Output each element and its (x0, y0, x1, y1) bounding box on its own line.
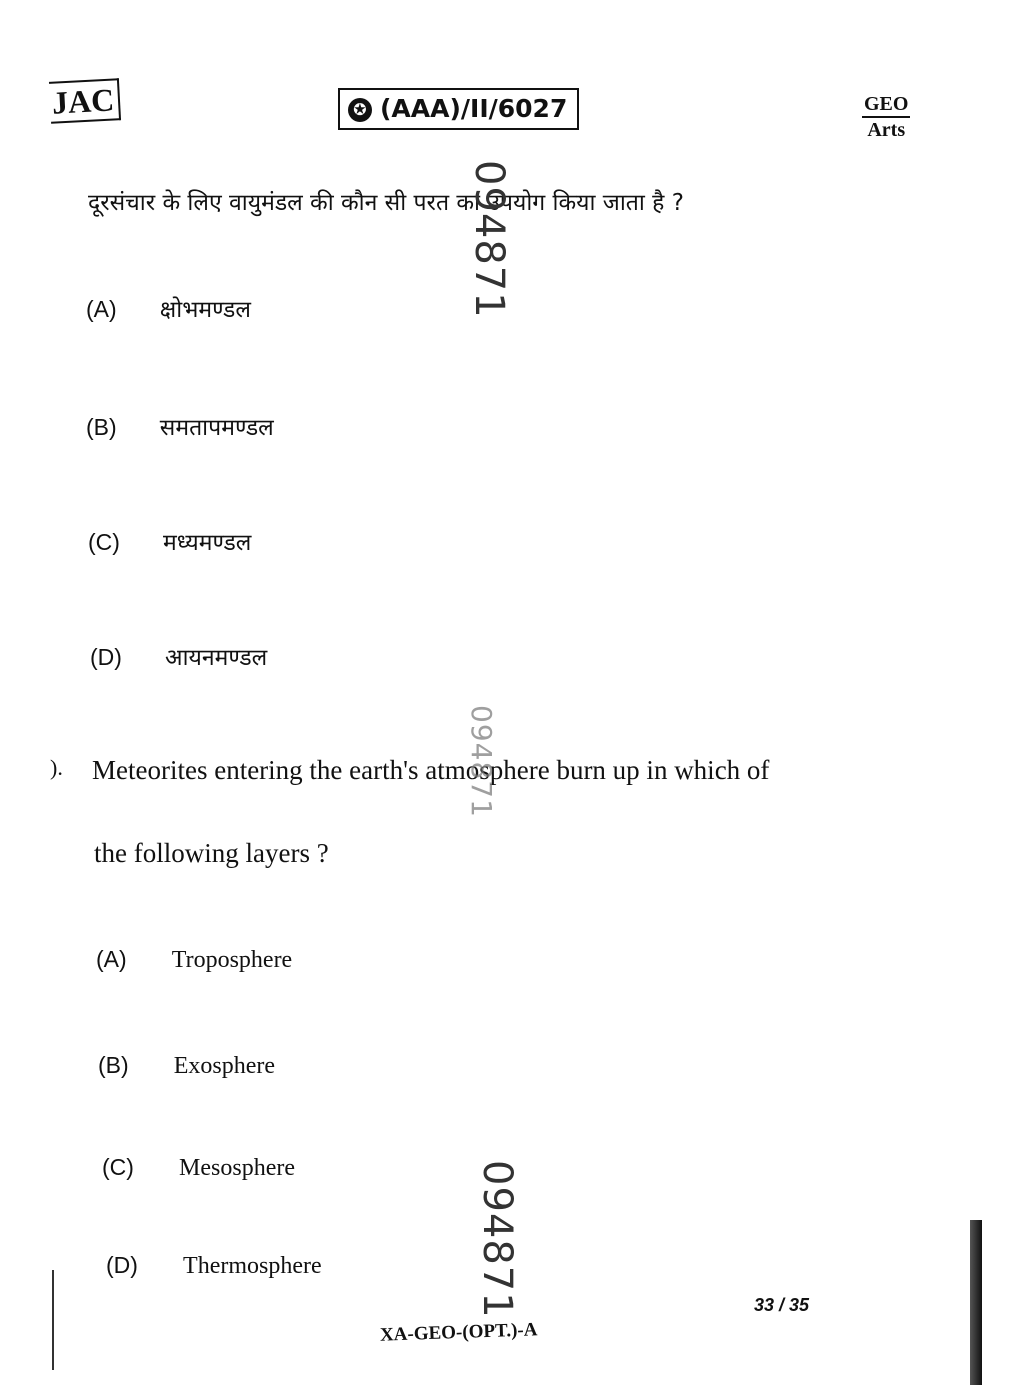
hindi-option-c (88, 525, 251, 557)
scan-edge-left (52, 1270, 54, 1370)
option-text: क्षोभमण्डल (159, 297, 251, 323)
english-option-d (106, 1252, 322, 1280)
scan-edge-right (970, 1220, 982, 1385)
hindi-option-a (86, 292, 251, 324)
option-text: Troposphere (171, 947, 293, 973)
question-english-line1: Meteorites entering the earth's atmosphere burn up in which of (92, 755, 770, 785)
question-hindi-text: दूरसंचार के लिए वायुमंडल की कौन सी परत का उपयोग किया जाता है ? (88, 190, 684, 216)
option-label: (B) (98, 1052, 129, 1078)
english-option-b (98, 1052, 275, 1080)
english-option-c (102, 1154, 295, 1182)
star-icon: ✪ (348, 98, 372, 122)
option-label: (C) (88, 529, 120, 555)
option-label: (D) (90, 644, 122, 670)
question-english-line2: the following layers ? (94, 838, 329, 868)
serial-stamp-middle: 094871 (465, 705, 498, 818)
option-text: Mesosphere (179, 1155, 295, 1181)
board-code: JAC (49, 78, 121, 124)
option-label: (B) (86, 414, 117, 440)
option-label: (D) (106, 1252, 138, 1278)
footer-paper-code: XA-GEO-(OPT.)-A (379, 1319, 538, 1346)
option-text: समतापमण्डल (159, 415, 274, 441)
option-text: Exosphere (173, 1053, 276, 1079)
page-number: 33 / 35 (754, 1295, 810, 1315)
option-text: आयनमण्डल (165, 645, 268, 671)
option-text: मध्यमण्डल (163, 530, 252, 556)
option-label: (C) (102, 1154, 134, 1180)
serial-stamp-bottom: 094871 (474, 1160, 520, 1319)
option-text: Thermosphere (183, 1253, 322, 1279)
hindi-option-b (86, 410, 274, 442)
option-label: (A) (86, 296, 117, 322)
serial-stamp-top: 094871 (466, 160, 512, 319)
hindi-option-d (90, 640, 267, 672)
subject-label: GEO (862, 92, 910, 118)
stream-label: Arts (867, 119, 906, 141)
paper-code-box (338, 88, 579, 130)
option-label: (A) (96, 946, 127, 972)
paper-code: (AAA)/II/6027 (380, 94, 568, 123)
english-option-a (96, 946, 292, 974)
question-number: ). (50, 755, 63, 780)
subject-block (862, 92, 910, 142)
